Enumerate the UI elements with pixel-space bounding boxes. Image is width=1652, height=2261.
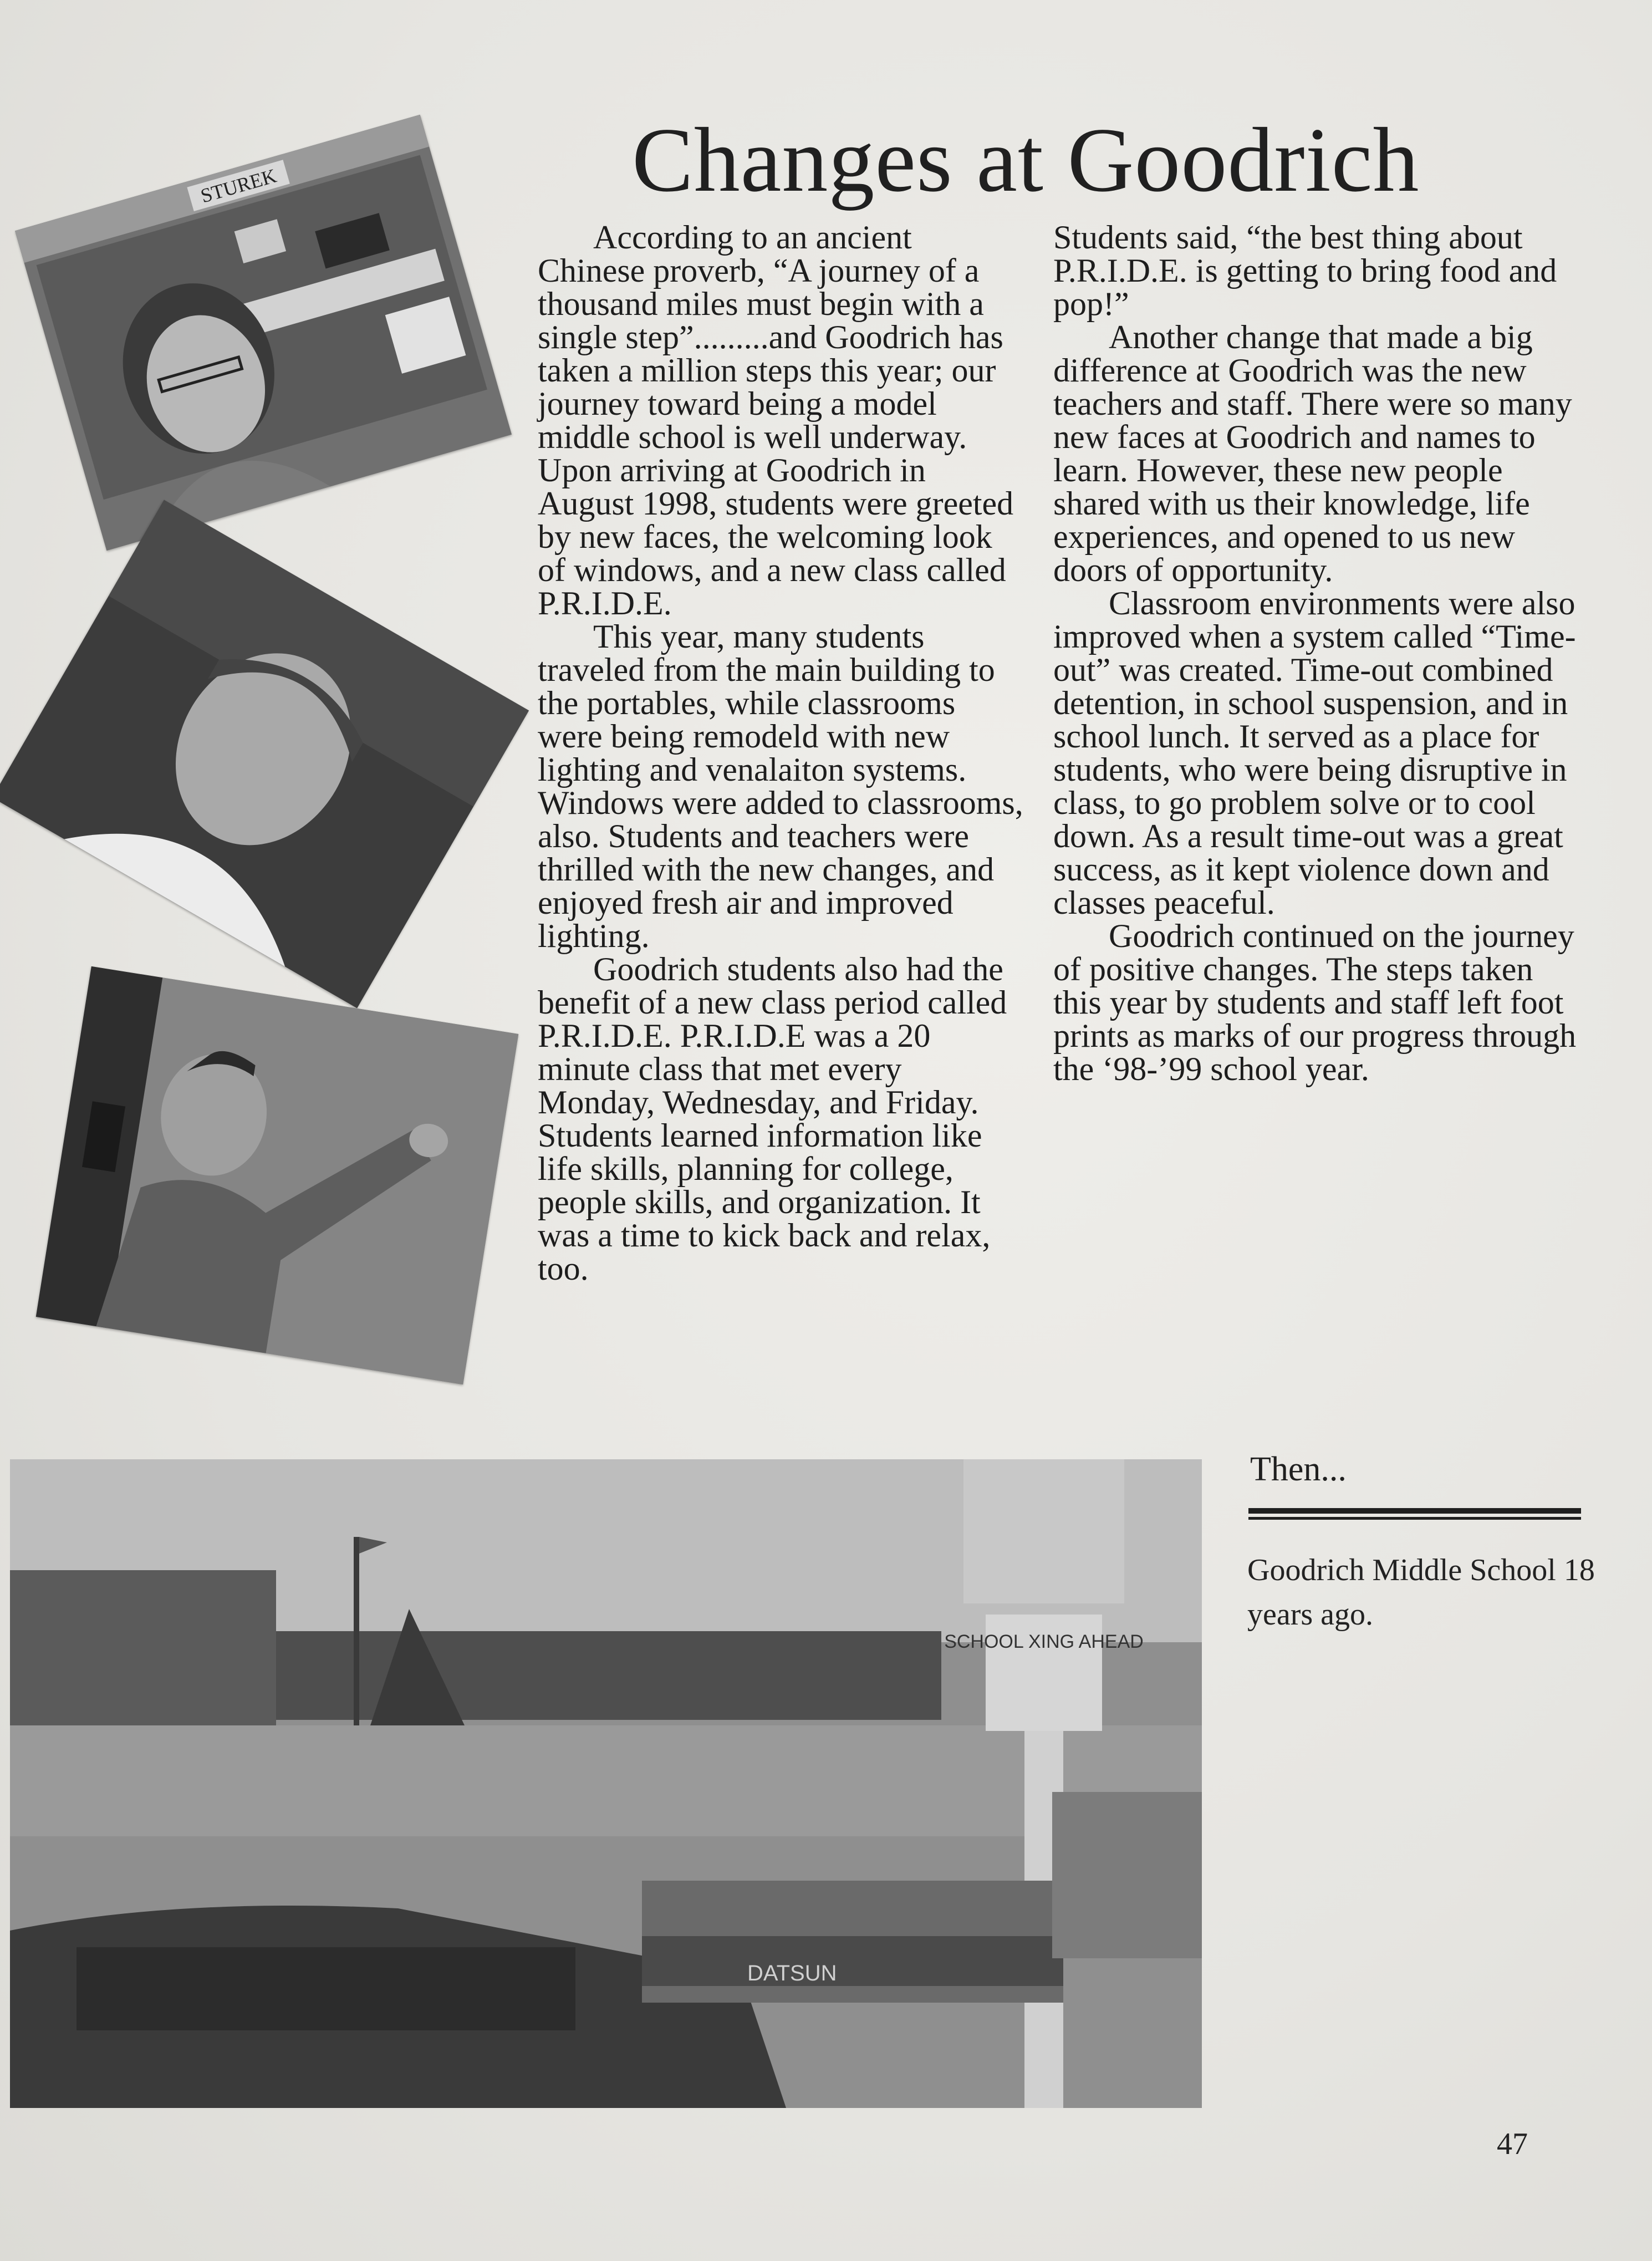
paragraph: This year, many students traveled from the main building to the portables, while classrooms were being remodeld with new lighting and venalaiton systems. Windows were added to classrooms, also. Students and teachers were thrilled with the new changes, and enjoyed fresh air and improved lighting.	[538, 618, 1023, 954]
paragraph: Goodrich continued on the journey of positive changes. The steps taken this year by students and staff left foot prints as marks of our progress through the ‘98-’99 school year.	[1053, 918, 1577, 1087]
sign-text: STUREK	[198, 164, 279, 207]
page-title: Changes at Goodrich	[632, 109, 1420, 211]
paragraph: Classroom environments were also improved when a system called “Time-out” was created. Time-out combined detention, in school suspension, and in school lunch. It served as a place for students, who were being disruptive in class, to go problem solve or to cool down. As a result time-out was a great success, as it kept violence down and classes peaceful.	[1053, 585, 1576, 921]
paragraph: Students said, “the best thing about P.R.I.D.E. is getting to bring food and pop!”	[1053, 219, 1557, 322]
caption-title: Then...	[1250, 1450, 1347, 1488]
article-column-1	[538, 221, 1026, 1285]
historical-school-photo	[10, 1459, 1202, 2108]
student-at-chalkboard-photo	[36, 966, 519, 1384]
article-column-2	[1053, 221, 1585, 1086]
truck-lettering: DATSUN	[747, 1961, 837, 1985]
sign-text: SCHOOL XING AHEAD	[944, 1631, 1144, 1652]
paragraph: Another change that made a big difference at Goodrich was the new teachers and staff. There were so many new faces at Goodrich and names to learn. However, these new people shared with us their knowledge, life experiences, and opened to us new doors of opportunity.	[1053, 319, 1572, 588]
paragraph: Goodrich students also had the benefit of a new class period called P.R.I.D.E. P.R.I.D.E was a 20 minute class that met every Monday, Wednesday, and Friday. Students learned information like life skills, planning for college, people skills, and organization. It was a time to kick back and relax, too.	[538, 951, 1007, 1287]
caption-divider	[1248, 1508, 1581, 1522]
paragraph: According to an ancient Chinese proverb, “A journey of a thousand miles must begin with a single step”.........and Goodrich has taken a million steps this year; our journey toward being a model middle school is well underway. Upon arriving at Goodrich in August 1998, students were greeted by new faces, the welcoming look of windows, and a new class called P.R.I.D.E.	[538, 219, 1014, 622]
page-number: 47	[1497, 2127, 1528, 2161]
caption-text: Goodrich Middle School 18 years ago.	[1247, 1553, 1595, 1632]
